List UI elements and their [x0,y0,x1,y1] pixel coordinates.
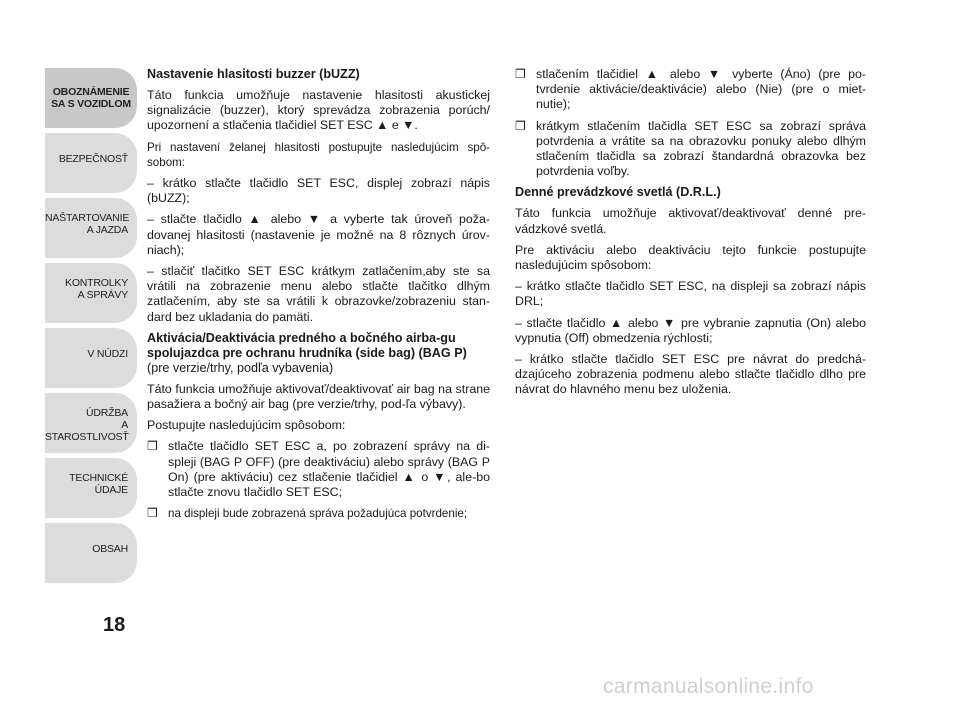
tab-obsah[interactable] [45,523,137,583]
tab-label: TECHNICKÉ ÚDAJE [69,472,128,496]
paragraph: Pre aktiváciu alebo deaktiváciu tejto funkcie postupujte nasledujúcim spôsobom: [515,242,866,273]
list-item [515,67,866,113]
paragraph: – stlačiť tlačitko SET ESC krátkym zatlačením,aby ste sa vrátili na zobrazenie menu alebo stlačte tlačitko dlhým zatlačením, aby ste sa vrátili k obrazovke/zobrazeniu stan-dard bez ukladania do pamäti. [147,264,490,324]
tab-label: V NÚDZI [87,348,128,360]
tab-v-nudzi[interactable] [45,328,137,388]
list-item [147,506,490,521]
list-item [147,439,490,500]
section-heading-airbag [147,331,490,376]
page-number: 18 [103,614,126,636]
paragraph: – krátko stlačte tlačidlo SET ESC pre návrat do predchá-dzajúceho zobrazenia podmenu alebo stlačte tlačidlo dlho pre návrat do hlavného menu bez uloženia. [515,352,866,397]
paragraph: – krátko stlačte tlačidlo SET ESC, displej zobrazí nápis (bUZZ); [147,176,490,206]
tab-label: OBSAH [92,543,128,555]
section-heading-buzzer: Nastavenie hlasitosti buzzer (bUZZ) [147,67,360,81]
tab-label: NAŠTARTOVANIE A JAZDA [45,212,130,236]
tab-label: OBOZNÁMENIE SA S VOZIDLOM [51,86,131,110]
tab-kontrolky[interactable] [45,263,137,323]
list-item-text: stlačením tlačidiel ▲ alebo ▼ vyberte (Áno) (pre po-tvrdenie aktivácie/deaktivácie) alebo (Nie) (pre o miet-nutie); [536,67,866,112]
tab-label: BEZPEČNOSŤ [58,153,128,165]
checkbox-bullet-icon: ❒ [515,67,526,81]
paragraph: Pri nastavení želanej hlasitosti postupujte nasledujúcim spô-sobom: [147,140,490,169]
tab-bezpecnost[interactable] [45,133,137,193]
paragraph: Táto funkcia umožňuje nastavenie hlasitosti akustickej signalizácie (buzzer), ktorý sprevádza zobrazenia porúch/ upozornení a stlačenia tlačidiel SET ESC ▲ e ▼. [147,88,490,133]
section-heading-drl: Denné prevádzkové svetlá (D.R.L.) [515,185,721,200]
paragraph: Postupujte nasledujúcim spôsobom: [147,418,346,433]
left-column [147,67,490,527]
tab-oboznamenie[interactable] [45,68,137,128]
list-item-text: krátkym stlačením tlačidla SET ESC sa zobrazí správa potvrdenia a vrátite sa na obrazovku ponuky alebo dlhým stlačením tlačidla sa zobrazí štandardná obrazovka bez potvrdenia voľby. [536,118,866,179]
paragraph: – krátko stlačte tlačidlo SET ESC, na displeji sa zobrazí nápis DRL; [515,279,866,309]
checkbox-bullet-icon: ❒ [147,439,158,454]
tab-technicke-udaje[interactable] [45,458,137,518]
checkbox-bullet-icon: ❒ [147,506,158,521]
paragraph: Táto funkcia umožňuje aktivovať/deaktivovať air bag na strane pasažiera a bočný air bag (pre verzie/trhy, pod-ľa výbavy). [147,381,490,412]
paragraph: Táto funkcia umožňuje aktivovať/deaktivovať denné pre-vádzkové svetlá. [515,206,866,236]
tab-label: KONTROLKY A SPRÁVY [65,277,128,301]
list-item [515,119,866,180]
tab-label: ÚDRŽBA A STAROSTLIVOSŤ [45,407,129,443]
heading-text: Aktivácia/Deaktivácia predného a bočného airba-gu spolujazdca pre ochranu hrudníka (side bag) (BAG P) [147,330,467,360]
chapter-sidebar [45,68,137,588]
paragraph: – stlačte tlačidlo ▲ alebo ▼ a vyberte tak úroveň poža-dovanej hlasitosti (nastavenie je možné na 8 rôznych úrov-niach); [147,212,490,257]
watermark: carmanualsonline.info [603,675,814,698]
checkbox-bullet-icon: ❒ [515,118,526,133]
list-item-text: stlačte tlačidlo SET ESC a, po zobrazení správy na di-spleji (BAG P OFF) (pre deaktiváciu) alebo správy (BAG P On) (pre aktiváciu) cez stlačenie tlačidiel ▲ o ▼, ale-bo stlačte znovu tlačidlo SET ESC; [168,439,490,500]
heading-note: (pre verzie/trhy, podľa vybavenia) [147,360,334,375]
list-item-text: na displeji bude zobrazená správa požadujúca potvrdenie; [168,507,468,521]
paragraph: – stlačte tlačidlo ▲ alebo ▼ pre vybranie zapnutia (On) alebo vypnutia (Off) obmedzenia rýchlosti; [515,315,866,345]
right-column [515,67,866,404]
tab-udrzba[interactable] [45,393,137,453]
tab-nastartovanie[interactable] [45,198,137,258]
